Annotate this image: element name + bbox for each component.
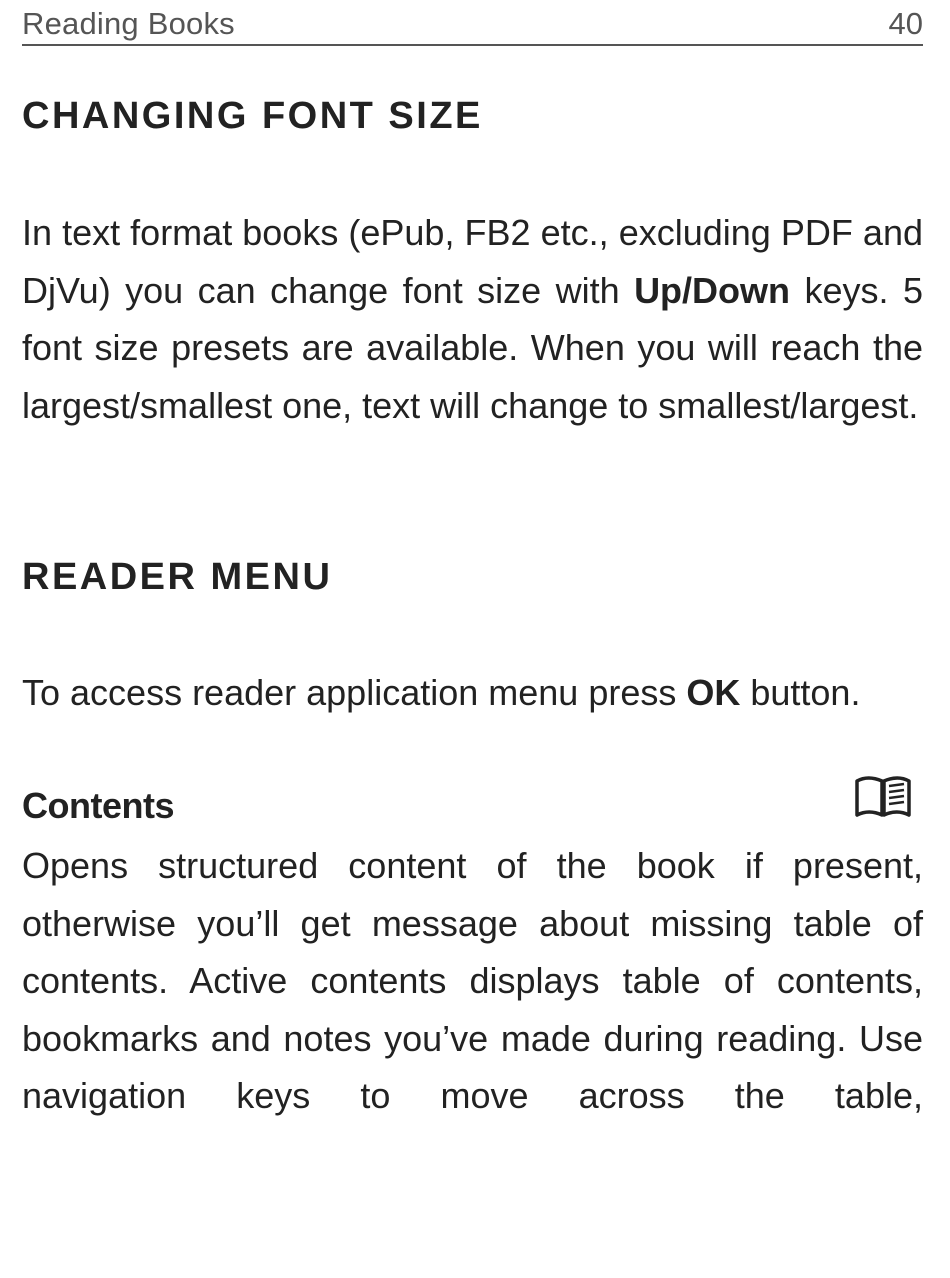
paragraph-font-size <box>22 204 923 434</box>
manual-page <box>22 0 923 1116</box>
heading-reader-menu: READER MENU <box>22 556 333 598</box>
ok-button-label: OK <box>686 672 741 713</box>
heading-contents: Contents <box>22 785 174 826</box>
header-title: Reading Books <box>22 6 235 41</box>
paragraph-font-size-text-1: In text format books (ePub, FB2 etc., excluding PDF and DjVu) you can change font size with <box>22 212 923 311</box>
paragraph-font-size-text-2: keys. 5 font size presets are available. When you will reach the largest/smallest one, text will change to smallest/largest. <box>22 269 923 426</box>
paragraph-reader-menu <box>22 664 923 722</box>
paragraph-reader-menu-text-1: To access reader application menu press <box>22 672 687 713</box>
page-header <box>22 0 923 46</box>
paragraph-reader-menu-text-2: button. <box>740 672 861 713</box>
paragraph-contents: Opens structured content of the book if present, otherwise you’ll get message about missing table of contents. Active contents displays table of contents, bookmarks and notes you’ve made during reading. Use navigation keys to move across the table, <box>22 845 923 1116</box>
page-number: 40 <box>888 6 923 41</box>
up-down-keys-label: Up/Down <box>634 269 791 311</box>
open-book-icon <box>854 773 912 819</box>
heading-changing-font-size: CHANGING FONT SIZE <box>22 95 483 137</box>
